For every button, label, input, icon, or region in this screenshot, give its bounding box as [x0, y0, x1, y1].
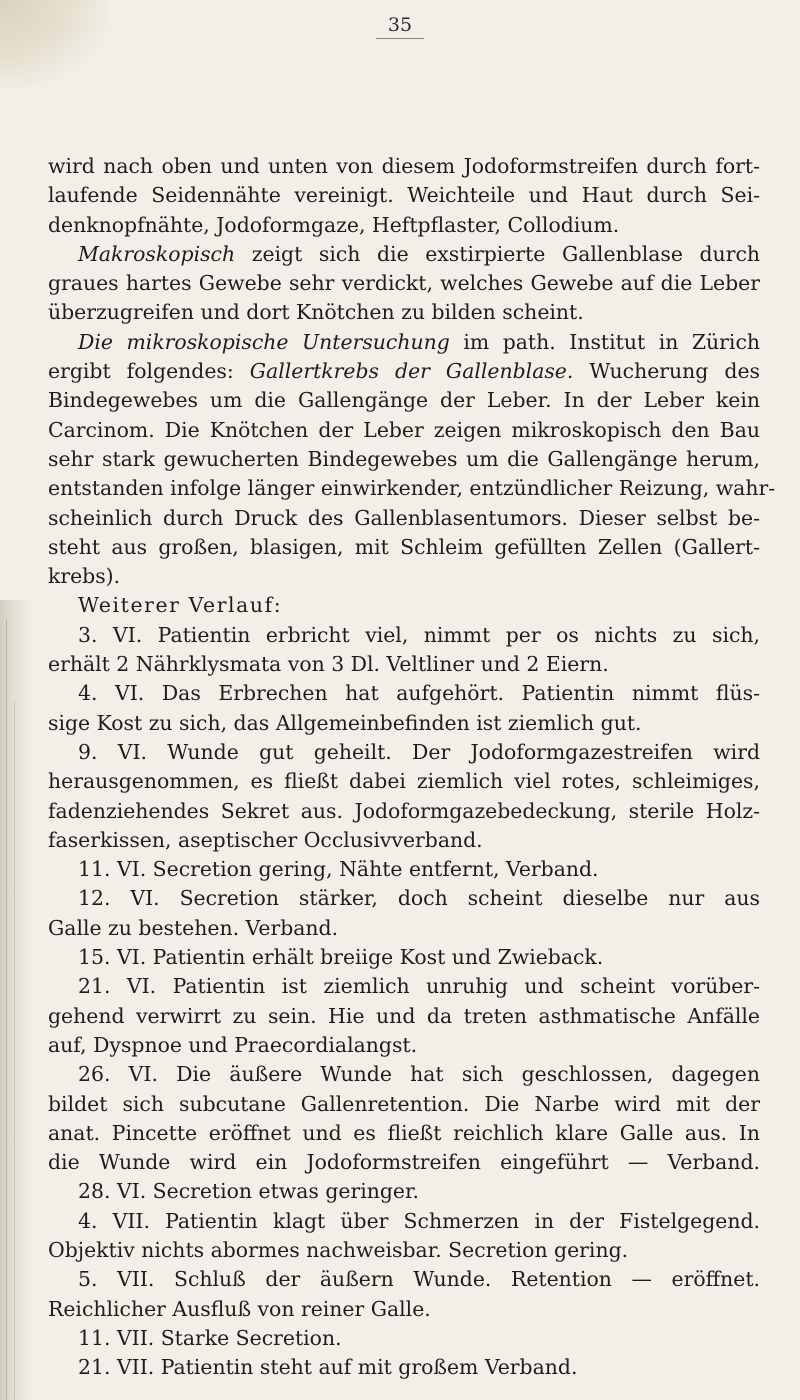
entry-line: 5. VII. Schluß der äußern Wunde. Retention — eröffnet.	[78, 1267, 760, 1292]
italic-term: Makroskopisch	[78, 241, 236, 266]
text-line: die Wunde wird ein Jodoformstreifen eingeführt — Verband.	[48, 1150, 760, 1175]
text-line: wird nach oben und unten von diesem Jodoformstreifen durch fort-	[48, 154, 760, 178]
text-line: faserkissen, aseptischer Occlusivverband.	[48, 827, 483, 852]
entry-line: 11. VII. Starke Secretion.	[78, 1325, 342, 1350]
text-line: auf, Dyspnoe und Praecordialangst.	[48, 1032, 418, 1057]
text-line: graues hartes Gewebe sehr verdickt, welches Gewebe auf die Leber	[48, 271, 760, 296]
text-line: krebs).	[48, 564, 121, 589]
entry-line: 4. VII. Patientin klagt über Schmerzen in der Fistelgegend.	[78, 1208, 760, 1233]
text-line: laufende Seidennähte vereinigt. Weichteile und Haut durch Sei-	[48, 183, 760, 208]
text-line: sehr stark gewucherten Bindegewebes um die Gallengänge herum,	[48, 446, 760, 471]
text-line: anat. Pincette eröffnet und es fließt reichlich klare Galle aus. In	[48, 1120, 760, 1145]
entry-line: 11. VI. Secretion gering, Nähte entfernt, Verband.	[78, 857, 599, 882]
text-line: entstanden infolge länger einwirkender, entzündlicher Reizung, wahr-	[48, 476, 776, 501]
italic-term: Die mikroskopische Untersuchung	[78, 329, 450, 354]
text-line: überzugreifen und dort Knötchen zu bilden scheint.	[48, 300, 584, 325]
text-line: Bindegewebes um die Gallengänge der Leber. In der Leber kein	[48, 388, 760, 413]
binding-edge-line	[6, 620, 7, 1400]
text-line: Die mikroskopische Untersuchung im path. Institut in Zürich	[78, 329, 760, 354]
entry-line: 4. VI. Das Erbrechen hat aufgehört. Patientin nimmt flüs-	[78, 681, 760, 706]
entry-line: 28. VI. Secretion etwas geringer.	[78, 1179, 419, 1204]
text-line: steht aus großen, blasigen, mit Schleim gefüllten Zellen (Gallert-	[48, 534, 760, 559]
text-line: erhält 2 Nährklysmata von 3 Dl. Veltliner und 2 Eiern.	[48, 652, 609, 677]
diagnosis: Gallertkrebs der Gallenblase.	[249, 359, 574, 384]
entry-line: 21. VII. Patientin steht auf mit großem Verband.	[78, 1355, 578, 1380]
text-line: bildet sich subcutane Gallenretention. Die Narbe wird mit der	[48, 1091, 760, 1116]
entry-line: 9. VI. Wunde gut geheilt. Der Jodoformgazestreifen wird	[78, 739, 760, 764]
text-line: ergibt folgendes: Gallertkrebs der Gallenblase. Wucherung des	[48, 359, 760, 384]
text-line: Carcinom. Die Knötchen der Leber zeigen mikroskopisch den Bau	[48, 417, 760, 442]
text-line: Makroskopisch zeigt sich die exstirpierte Gallenblase durch	[78, 241, 760, 266]
entry-line: 21. VI. Patientin ist ziemlich unruhig und scheint vorüber-	[78, 974, 760, 999]
entry-line: 12. VI. Secretion stärker, doch scheint dieselbe nur aus	[78, 886, 760, 911]
text-line: denknopfnähte, Jodoformgaze, Heftpflaster, Collodium.	[48, 212, 620, 237]
section-heading: Weiterer Verlauf:	[78, 593, 283, 618]
text-line: sige Kost zu sich, das Allgemeinbefinden ist ziemlich gut.	[48, 710, 642, 735]
text-line: Objektiv nichts abormes nachweisbar. Secretion gering.	[48, 1237, 629, 1262]
text-line: herausgenommen, es fließt dabei ziemlich viel rotes, schleimiges,	[48, 769, 760, 794]
text-line: Reichlicher Ausfluß von reiner Galle.	[48, 1296, 431, 1321]
text-line: Galle zu bestehen. Verband.	[48, 915, 339, 940]
text-line: fadenziehendes Sekret aus. Jodoformgazebedeckung, sterile Holz-	[48, 798, 760, 823]
entry-line: 26. VI. Die äußere Wunde hat sich geschlossen, dagegen	[78, 1062, 760, 1087]
entry-line: 15. VI. Patientin erhält breiige Kost und Zwieback.	[78, 945, 604, 970]
text-line: scheinlich durch Druck des Gallenblasentumors. Dieser selbst be-	[48, 505, 760, 530]
page-number: 35	[0, 14, 800, 39]
text-line: gehend verwirrt zu sein. Hie und da treten asthmatische Anfälle	[48, 1003, 760, 1028]
binding-edge-line	[14, 700, 15, 1400]
body-text	[48, 152, 776, 1382]
entry-line: 3. VI. Patientin erbricht viel, nimmt per os nichts zu sich,	[78, 622, 760, 647]
